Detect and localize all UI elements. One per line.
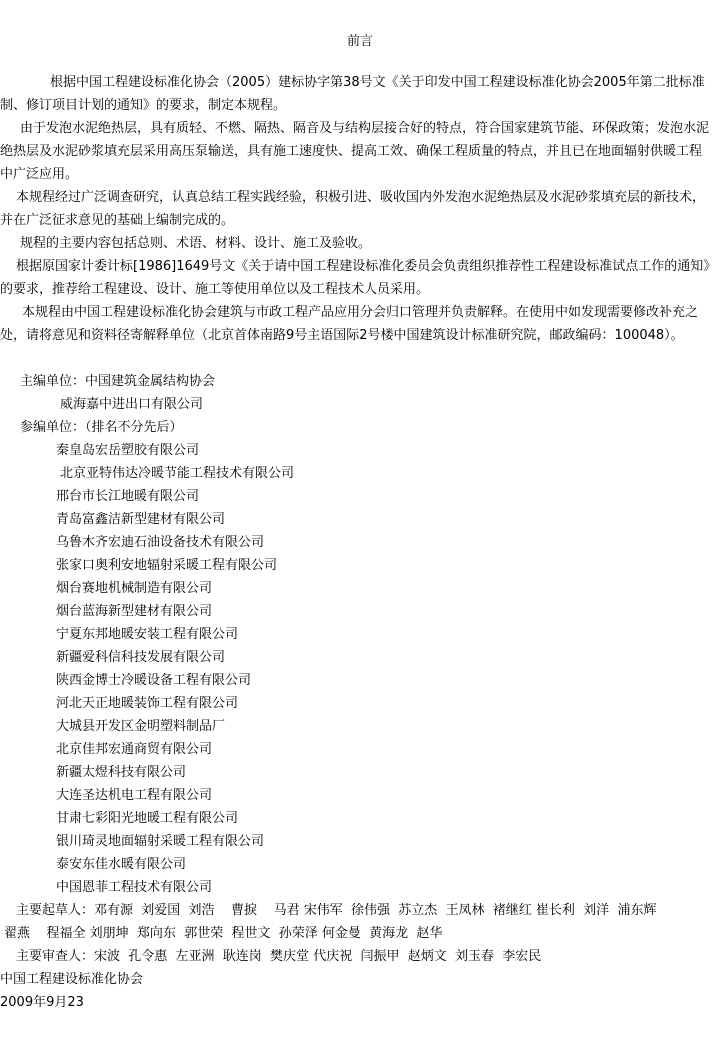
reviewers-line: 主要审查人：宋波 孔令惠 左亚洲 耿连岗 樊庆堂 代庆祝 闫振甲 赵炳文 刘玉春 李宏民 [16, 949, 542, 964]
participant-item: 陕西金博士冷暖设备工程有限公司 [56, 673, 252, 688]
participant-item: 河北天正地暖装饰工程有限公司 [56, 696, 239, 711]
participant-item: 宁夏东邦地暖安装工程有限公司 [56, 627, 239, 642]
participant-item: 大城县开发区金明塑料制品厂 [56, 719, 226, 734]
date: 2009年9月23 [0, 995, 84, 1010]
paragraph-6: 本规程由中国工程建设标准化协会建筑与市政工程产品应用分会归口管理并负责解释。在使用中如发现需要修改补充之处，请将意见和资料径寄解释单位（北京首体南路9号主语国际2号楼中国建筑设计标准研究院，邮政编码：100048）。 [0, 305, 699, 343]
paragraph-3: 本规程经过广泛调查研究，认真总结工程实践经验，积极引进、吸收国内外发泡水泥绝热层及水泥砂浆填充层的新技术，并在广泛征求意见的基础上编制完成的。 [0, 190, 706, 228]
paragraph-1: 根据中国工程建设标准化协会（2005）建标协字第38号文《关于印发中国工程建设标准化协会2005年第二批标准制、修订项目计划的通知》的要求，制定本规程。 [0, 75, 705, 113]
participant-item: 甘肃七彩阳光地暖工程有限公司 [56, 811, 239, 826]
drafters-line-1: 主要起草人：邓有源 刘爱国 刘浩 曹捩 马君 宋伟军 徐伟强 苏立杰 王凤林 褚继红 崔长利 刘洋 浦东辉 [16, 903, 657, 918]
participants-label: 参编单位：（排名不分先后） [20, 420, 183, 435]
chief-editor-2: 威海嘉中进出口有限公司 [60, 397, 204, 412]
participant-item: 北京佳邦宏通商贸有限公司 [56, 742, 213, 757]
page-title: 前言 [346, 34, 373, 49]
paragraph-2: 由于发泡水泥绝热层，具有质轻、不燃、隔热、隔音及与结构层接合好的特点，符合国家建筑节能、环保政策；发泡水泥绝热层及水泥砂浆填充层采用高压泵输送，具有施工速度快、提高工效、确保工程质量的特点，并且已在地面辐射供暖工程中广泛应用。 [0, 121, 710, 182]
participant-item: 泰安东佳水暖有限公司 [56, 857, 187, 872]
drafters-line-2: 翟燕 程福全 刘朋坤 郑向东 郭世荣 程世文 孙荣泽 何金曼 黄海龙 赵华 [4, 926, 443, 941]
participant-item: 乌鲁木齐宏迪石油设备技术有限公司 [56, 535, 265, 550]
organization: 中国工程建设标准化协会 [0, 972, 144, 987]
participant-item: 秦皇岛宏岳塑胶有限公司 [56, 443, 200, 458]
participant-item: 青岛富鑫洁新型建材有限公司 [56, 512, 226, 527]
participant-item: 大连圣达机电工程有限公司 [56, 788, 213, 803]
participant-item: 中国恩菲工程技术有限公司 [56, 880, 213, 895]
participant-item: 邢台市长江地暖有限公司 [56, 489, 200, 504]
participant-item: 烟台蓝海新型建材有限公司 [56, 604, 213, 619]
paragraph-5: 根据原国家计委计标[1986]1649号文《关于请中国工程建设标准化委员会负责组织推荐性工程建设标准试点工作的通知》的要求，推荐给工程建设、设计、施工等使用单位以及工程技术人员采用。 [0, 259, 710, 297]
participant-item: 新疆太煜科技有限公司 [56, 765, 187, 780]
paragraph-4: 规程的主要内容包括总则、术语、材料、设计、施工及验收。 [20, 236, 372, 251]
participant-item: 新疆爱科信科技发展有限公司 [56, 650, 226, 665]
chief-editor: 主编单位：中国建筑金属结构协会 [20, 374, 216, 389]
participant-item: 北京亚特伟达冷暖节能工程技术有限公司 [60, 466, 295, 481]
participant-item: 银川琦灵地面辐射采暖工程有限公司 [56, 834, 265, 849]
participant-item: 烟台赛地机械制造有限公司 [56, 581, 213, 596]
participant-item: 张家口奥利安地辐射采暖工程有限公司 [56, 558, 278, 573]
